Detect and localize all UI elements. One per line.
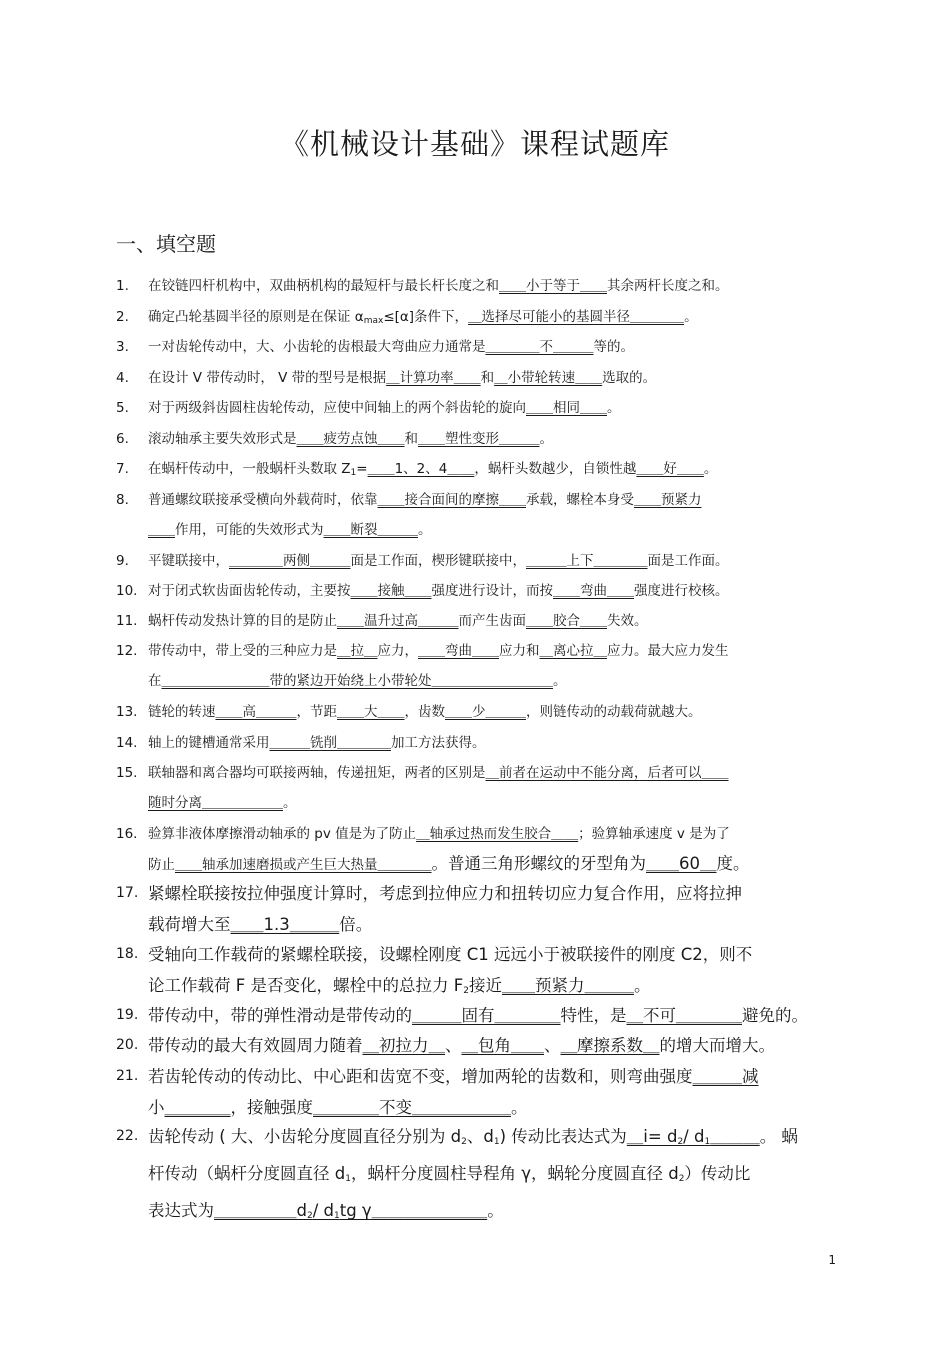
question-5: 5. 对于两级斜齿圆柱齿轮传动，应使中间轴上的两个斜齿轮的旋向＿＿相同＿＿。 — [116, 393, 836, 423]
question-20: 20. 带传动的最大有效圆周力随着＿初拉力＿、＿包角＿＿、＿摩擦系数＿的增大而增大。 — [116, 1030, 836, 1061]
answer-blank: ＿＿＿＿ — [164, 1098, 231, 1117]
answer-blank: ＿离心拉＿ — [539, 643, 607, 659]
question-number: 22. — [116, 1128, 139, 1144]
question-1: 1. 在铰链四杆机构中，双曲柄机构的最短杆与最长杆长度之和＿＿小于等于＿＿其余两杆长度之和。 — [116, 271, 836, 301]
question-8: 8. 普通螺纹联接承受横向外载荷时，依靠＿＿接合面间的摩擦＿＿承载，螺栓本身受＿＿预紧力 ＿＿作用，可能的失效形式为＿＿断裂＿＿＿。 — [116, 485, 836, 545]
question-number: 1. — [116, 278, 129, 294]
answer-blank: ＿＿弯曲＿＿ — [418, 643, 499, 659]
answer-blank: ＿＿预紧力＿＿＿ — [501, 976, 634, 995]
question-number: 16. — [116, 826, 138, 842]
question-2: 2. 确定凸轮基圆半径的原则是在保证 $\alpha_{max}\le[\alpha]$条件下，＿选择尽可能小的基圆半径＿＿＿＿。 — [116, 302, 836, 336]
question-6: 6. 滚动轴承主要失效形式是＿＿疲劳点蚀＿＿和＿＿塑性变形＿＿＿。 — [116, 424, 836, 454]
answer-blank: ＿＿1、2、4＿＿ — [367, 461, 475, 477]
question-4: 4. 在设计 V 带传动时， V 带的型号是根据＿计算功率＿＿和＿小带轮转速＿＿选取的。 — [116, 363, 836, 393]
answer-blank: ＿小带轮转速＿＿ — [494, 370, 603, 386]
answer-blank: ＿＿＿固有＿＿＿＿ — [412, 1006, 561, 1025]
answer-blank: ＿＿弯曲＿＿ — [553, 583, 634, 599]
answer-blank: ＿＿＿铣削＿＿＿＿ — [269, 735, 391, 751]
answer-blank: ＿＿1.3＿＿＿ — [230, 915, 340, 934]
answer-blank: ＿＿＿减 — [692, 1067, 759, 1086]
answer-blank: ＿包角＿＿ — [461, 1036, 544, 1055]
question-19: 19. 带传动中，带的弹性滑动是带传动的＿＿＿固有＿＿＿＿特性，是＿不可＿＿＿＿避免的。 — [116, 1000, 836, 1031]
page-number: 1 — [828, 1253, 836, 1267]
answer-blank: ＿＿断裂＿＿＿ — [323, 522, 418, 538]
question-number: 20. — [116, 1037, 139, 1053]
answer-blank: ＿＿小于等于＿＿ — [499, 278, 607, 294]
answer-blank: ＿＿接触＿＿ — [350, 583, 432, 599]
question-number: 15. — [116, 765, 138, 781]
answer-blank: ＿＿好＿＿ — [636, 461, 704, 477]
answer-blank: ＿＿温升过高＿＿＿ — [337, 613, 459, 629]
question-number: 17. — [116, 885, 139, 901]
question-number: 9. — [116, 553, 129, 569]
answer-blank: ＿＿疲劳点蚀＿＿ — [296, 431, 405, 447]
question-21: 21. 若齿轮传动的传动比、中心距和齿宽不变，增加两轮的齿数和，则弯曲强度＿＿＿减 小＿＿＿＿，接触强度＿＿＿＿不变＿＿＿＿＿＿。 — [116, 1061, 836, 1123]
answer-blank: ＿＿＿上下＿＿＿＿ — [526, 553, 648, 569]
answer-blank: ＿＿相同＿＿ — [526, 400, 607, 416]
question-3: 3. 一对齿轮传动中，大、小齿轮的齿根最大弯曲应力通常是＿＿＿＿不＿＿＿等的。 — [116, 332, 836, 362]
answer-blank: ＿计算功率＿＿ — [386, 370, 481, 386]
answer-blank: ＿前者在运动中不能分离，后者可以＿＿ — [485, 765, 729, 781]
question-number: 2. — [116, 309, 129, 325]
answer-blank: ＿＿预紧力 — [634, 492, 702, 508]
answer-blank: ＿＿胶合＿＿ — [526, 613, 607, 629]
question-22: 22. 齿轮传动 ( 大、小齿轮分度圆直径分别为 $d_2$、$d_1$) 传动比表达式为＿i= $d_2/$ $d_1\_\_\_$。 蜗 杆传动（蜗杆分度圆直径 $d_1$，蜗杆分度圆柱导程角 γ，蜗轮分度圆直径 $d_2$）传动比 表达式为$\_\_\_\_\_d_2/$ $d_1tg$ γ＿＿＿＿＿＿＿。 — [116, 1121, 836, 1232]
answer-blank: ＿选择尽可能小的基圆半径＿＿＿＿ — [468, 309, 685, 325]
question-number: 7. — [116, 461, 129, 477]
answer-blank: 随时分离＿＿＿＿＿＿ — [148, 795, 283, 811]
question-number: 5. — [116, 400, 129, 416]
question-13: 13. 链轮的转速＿＿高＿＿＿，节距＿＿大＿＿，齿数＿＿少＿＿＿，则链传动的动载荷就越大。 — [116, 697, 836, 727]
question-number: 6. — [116, 431, 129, 447]
answer-blank: ＿初拉力＿ — [362, 1036, 445, 1055]
answer-blank: ＿i= $d_2/$ $d_1\_\_\_$ — [626, 1127, 760, 1147]
answer-blank: ＿＿轴承加速磨损或产生巨大热量＿＿＿＿ — [175, 857, 432, 873]
answer-blank: $\_\_\_\_\_d_2/$ $d_1tg$ γ＿＿＿＿＿＿＿ — [214, 1201, 488, 1221]
answer-blank: ＿＿＿＿＿＿＿＿带的紧边开始绕上小带轮处＿＿＿＿＿＿＿＿＿ — [161, 673, 553, 689]
question-10: 10. 对于闭式软齿面齿轮传动，主要按＿＿接触＿＿强度进行设计，而按＿＿弯曲＿＿强度进行校核。 — [116, 576, 836, 606]
page-title: 《机械设计基础》课程试题库 — [279, 127, 670, 161]
question-11: 11. 蜗杆传动发热计算的目的是防止＿＿温升过高＿＿＿而产生齿面＿＿胶合＿＿失效。 — [116, 606, 836, 636]
answer-blank: ＿轴承过热而发生胶合＿＿ — [416, 826, 579, 842]
section-heading: 一、填空题 — [116, 232, 216, 256]
question-number: 21. — [116, 1068, 139, 1084]
answer-blank: ＿＿ — [148, 522, 175, 538]
question-number: 19. — [116, 1007, 139, 1023]
question-number: 3. — [116, 339, 129, 355]
question-17: 17. 紧螺栓联接按拉伸强度计算时，考虑到拉伸应力和扭转切应力复合作用，应将拉抻 载荷增大至＿＿1.3＿＿＿倍。 — [116, 878, 836, 940]
answer-blank: ＿＿接合面间的摩擦＿＿ — [377, 492, 526, 508]
answer-blank: ＿拉＿ — [337, 643, 378, 659]
question-number: 12. — [116, 643, 138, 659]
answer-blank: ＿＿＿＿不变＿＿＿＿＿＿ — [313, 1098, 511, 1117]
answer-blank: ＿摩擦系数＿ — [560, 1036, 660, 1055]
answer-blank: ＿＿＿＿两侧＿＿＿ — [229, 553, 351, 569]
question-14: 14. 轴上的键槽通常采用＿＿＿铣削＿＿＿＿加工方法获得。 — [116, 728, 836, 758]
question-number: 11. — [116, 613, 138, 629]
question-number: 4. — [116, 370, 129, 386]
question-9: 9. 平键联接中，＿＿＿＿两侧＿＿＿面是工作面，楔形键联接中，＿＿＿上下＿＿＿＿面是工作面。 — [116, 546, 836, 576]
question-number: 13. — [116, 704, 138, 720]
answer-blank: ＿＿塑性变形＿＿＿ — [418, 431, 540, 447]
question-number: 18. — [116, 946, 139, 962]
question-number: 8. — [116, 492, 129, 508]
question-number: 10. — [116, 583, 138, 599]
question-15: 15. 联轴器和离合器均可联接两轴，传递扭矩，两者的区别是＿前者在运动中不能分离，后者可以＿＿ 随时分离＿＿＿＿＿＿。 — [116, 758, 836, 818]
question-number: 14. — [116, 735, 138, 751]
answer-blank: ＿＿60＿ — [646, 854, 717, 873]
question-12: 12. 带传动中，带上受的三种应力是＿拉＿应力，＿＿弯曲＿＿应力和＿离心拉＿应力。最大应力发生 在＿＿＿＿＿＿＿＿带的紧边开始绕上小带轮处＿＿＿＿＿＿＿＿＿。 — [116, 636, 836, 696]
answer-blank: ＿＿＿＿不＿＿＿ — [485, 339, 594, 355]
answer-blank: ＿＿大＿＿ — [337, 704, 405, 720]
answer-blank: ＿不可＿＿＿＿ — [626, 1006, 742, 1025]
answer-blank: ＿＿少＿＿＿ — [445, 704, 526, 720]
question-16: 16. 验算非液体摩擦滑动轴承的 pv 值是为了防止＿轴承过热而发生胶合＿＿；验算轴承速度 v 是为了 防止＿＿轴承加速磨损或产生巨大热量＿＿＿＿。普通三角形螺纹的牙型角为＿＿60＿度。 — [116, 819, 836, 880]
question-18: 18. 受轴向工作载荷的紧螺栓联接，设螺栓刚度 C1 远远小于被联接件的刚度 C2，则不 论工作载荷 F 是否变化，螺栓中的总拉力 $F_2$接近＿＿预紧力＿＿＿。 — [116, 939, 836, 1007]
answer-blank: ＿＿高＿＿＿ — [215, 704, 297, 720]
question-7: 7. 在蜗杆传动中，一般蜗杆头数取 $Z_1=\_\_1$、2、4＿＿，蜗杆头数越少，自锁性越＿＿好＿＿。 — [116, 454, 836, 488]
